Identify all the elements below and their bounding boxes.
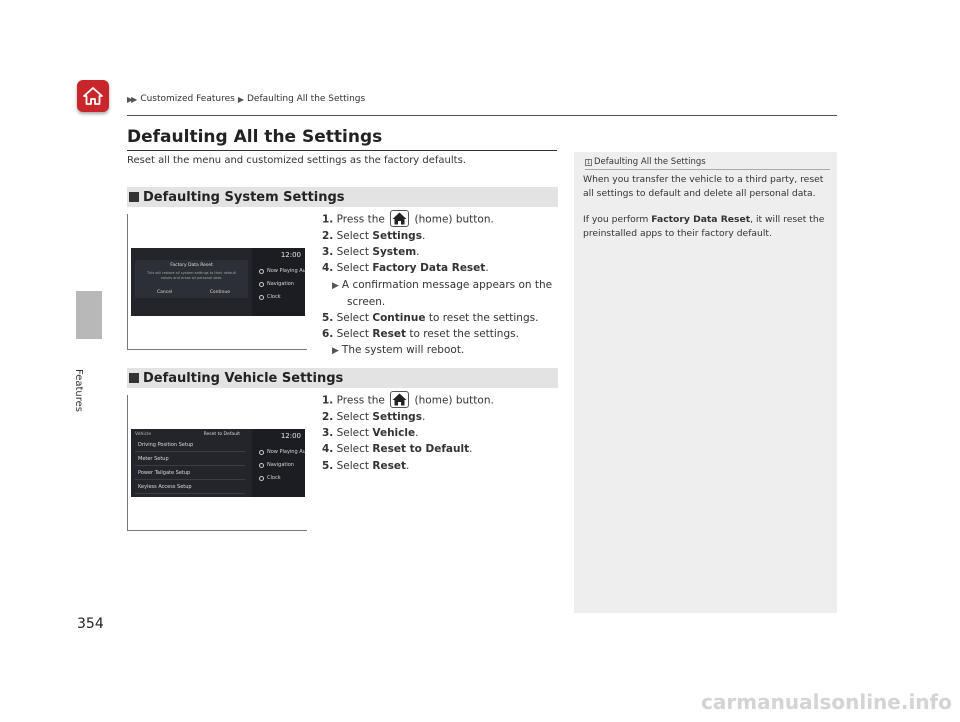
dialog-cancel-button[interactable]: Cancel (157, 290, 173, 295)
step-row: 1. Press the (home) button. (322, 392, 494, 409)
screenshot-frame-system (127, 214, 307, 350)
watermark: carmanualsonline.info (701, 690, 952, 714)
breadcrumb-item-current[interactable]: Defaulting All the Settings (246, 94, 366, 104)
note-paragraph-1: When you transfer the vehicle to a third party, reset all settings to default and delete all personal data. (583, 174, 824, 199)
step-row: 3. Select Vehicle. (322, 427, 419, 440)
dialog-continue-button[interactable]: Continue (209, 290, 230, 295)
step-substep-cont: screen. (347, 295, 386, 308)
screen-clock: 12:00 (280, 432, 301, 440)
section-title: Defaulting System Settings (143, 189, 345, 205)
section-title: Defaulting Vehicle Settings (143, 370, 344, 386)
step-row: 2. Select Settings. (322, 411, 426, 423)
infotainment-screen-system (131, 248, 305, 316)
clock-icon (259, 295, 264, 300)
menu-row[interactable]: Power Tailgate Setup (135, 467, 245, 480)
steps-vehicle (322, 392, 494, 474)
navigation-icon (259, 282, 264, 287)
menu-row[interactable]: Keyless Access Setup (135, 481, 245, 494)
screen-item-clock[interactable]: Clock (259, 475, 281, 481)
step-row: 6. Select Reset to reset the settings. (322, 328, 519, 341)
result-arrow-icon: ▶ (332, 280, 339, 291)
intro-text: Reset all the menu and customized settings as the factory defaults. (127, 155, 466, 166)
play-icon (259, 269, 264, 274)
menu-row[interactable]: Driving Position Setup (135, 439, 245, 452)
note-divider (585, 169, 830, 170)
step-row: 4. Select Reset to Default. (322, 443, 473, 456)
note-heading: 1 Defaulting All the Settings (586, 157, 706, 167)
factory-reset-dialog: Factory Data Reset This will restore all system settings to their default values and erase all personal data. Cancel Continue (135, 260, 248, 298)
screen-item-navigation[interactable]: Navigation (259, 281, 294, 287)
header-divider (127, 115, 837, 116)
step-substep: ▶ A confirmation message appears on the (332, 278, 553, 291)
screen-item-navigation[interactable]: Navigation (259, 462, 294, 468)
reset-to-default-button[interactable]: Reset to Default (203, 432, 240, 437)
chapter-label: Features (73, 369, 84, 412)
page-number: 354 (77, 616, 104, 632)
step-row: 5. Select Reset. (322, 459, 410, 472)
result-arrow-icon: ▶ (332, 346, 339, 357)
square-bullet-icon (129, 192, 139, 202)
screen-header-vehicle: Vehicle (135, 432, 152, 437)
step-row: 1. Press the (home) button. (322, 211, 552, 228)
home-icon[interactable] (77, 80, 109, 112)
arrow-icon: ▶ (237, 94, 242, 104)
navigation-icon (259, 463, 264, 468)
double-arrow-icon: ▶▶ (127, 94, 136, 104)
play-icon (259, 450, 264, 455)
screen-item-now-playing[interactable]: Now Playing Au (259, 268, 306, 274)
home-button-icon (390, 391, 409, 408)
breadcrumb (127, 94, 365, 104)
screen-item-clock[interactable]: Clock (259, 294, 281, 300)
section-header-system (127, 187, 558, 207)
steps-system (322, 211, 552, 360)
screenshot-frame-vehicle (127, 395, 307, 531)
step-row: 3. Select System. (322, 246, 420, 259)
section-header-vehicle (127, 368, 558, 388)
breadcrumb-item-customized-features[interactable]: Customized Features (140, 94, 235, 104)
page-title: Defaulting All the Settings (127, 127, 383, 147)
step-row: 5. Select Continue to reset the settings. (322, 312, 539, 325)
menu-row[interactable]: Meter Setup (135, 453, 245, 466)
chapter-tab (76, 291, 102, 339)
screen-clock: 12:00 (280, 251, 301, 259)
note-number-icon: 1 (586, 158, 591, 166)
screen-item-now-playing[interactable]: Now Playing Au (259, 449, 306, 455)
step-row: 2. Select Settings. (322, 230, 426, 242)
infotainment-screen-vehicle (131, 429, 305, 497)
step-row: 4. Select Factory Data Reset. (322, 262, 489, 275)
note-paragraph-2: If you perform Factory Data Reset, it will reset the preinstalled apps to their factory default. (583, 214, 825, 239)
home-button-icon (390, 210, 409, 227)
title-divider (127, 150, 557, 151)
step-substep: ▶ The system will reboot. (332, 344, 465, 357)
square-bullet-icon (129, 373, 139, 383)
clock-icon (259, 476, 264, 481)
